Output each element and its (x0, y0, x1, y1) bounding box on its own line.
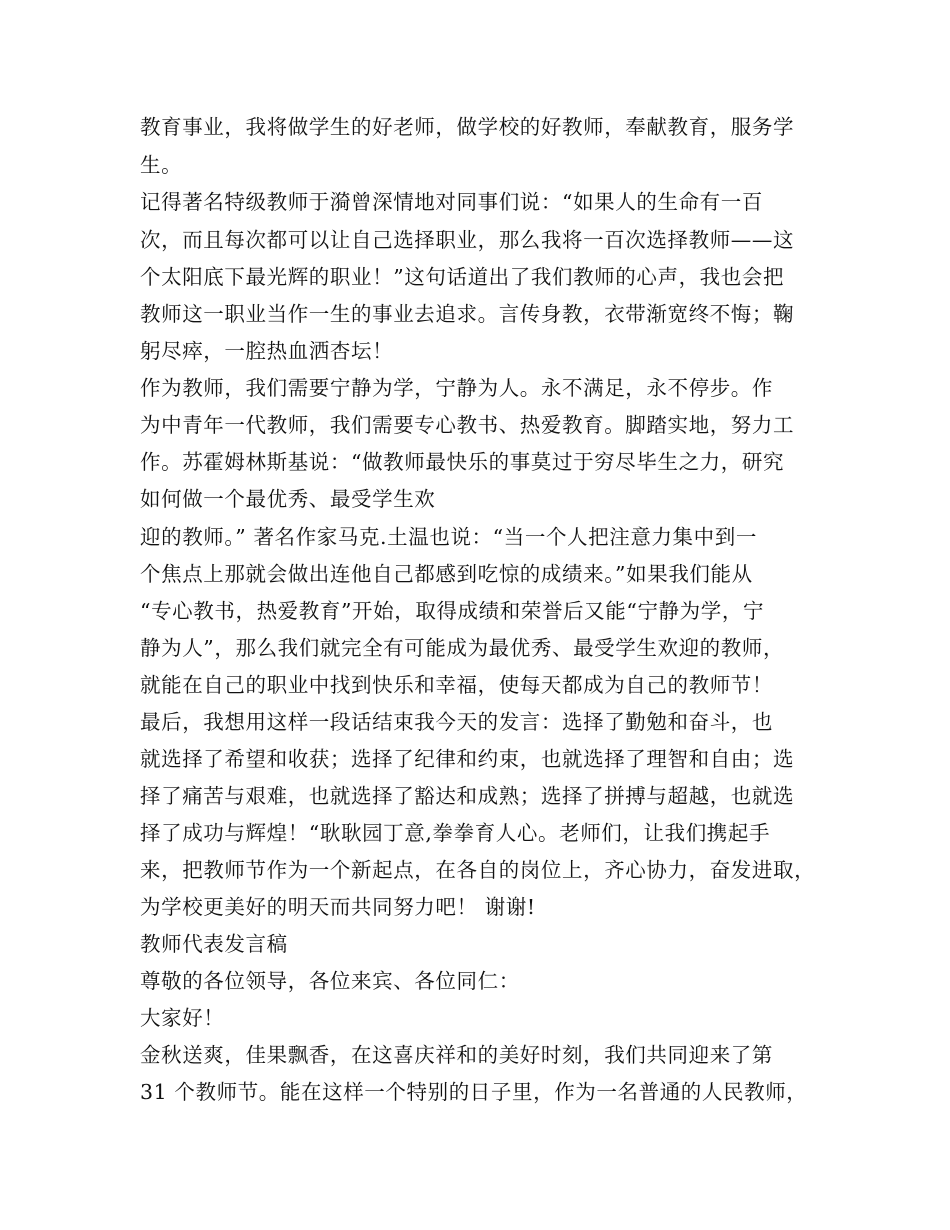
text-line: 如何做一个最优秀、最受学生欢 (140, 487, 436, 511)
greeting: 大家好！ (140, 1006, 225, 1030)
text-line: 迎的教师。” 著名作家马克.土温也说：“当一个人把注意力集中到一 (140, 525, 757, 549)
text-line: 个焦点上那就会做出连他自己都感到吃惊的成绩来。”如果我们能从 (140, 562, 753, 586)
text-line: 就选择了希望和收获；选择了纪律和约束，也就选择了理智和自由；选 (140, 747, 795, 771)
salutation: 尊敬的各位领导，各位来宾、各位同仁： (140, 969, 520, 993)
text-line: 次，而且每次都可以让自己选择职业，那么我将一百次选择教师——这 (140, 228, 795, 252)
text-line: 为中青年一代教师，我们需要专心教书、热爱教育。脚踏实地，努力工 (140, 413, 795, 437)
text-line: 择了成功与辉煌！“耿耿园丁意,拳拳育人心。老师们，让我们携起手 (140, 821, 771, 845)
text-line: 金秋送爽，佳果飘香，在这喜庆祥和的美好时刻，我们共同迎来了第 (140, 1043, 773, 1067)
text-line: 为学校更美好的明天而共同努力吧！ 谢谢! (140, 895, 536, 919)
text-line: 静为人”，那么我们就完全有可能成为最优秀、最受学生欢迎的教师， (140, 636, 785, 660)
text-line: 31 个教师节。能在这样一个特别的日子里，作为一名普通的人民教师， (140, 1080, 808, 1104)
text-line: 生。 (140, 153, 183, 177)
text-line: 教师这一职业当作一生的事业去追求。言传身教，衣带渐宽终不悔；鞠 (140, 302, 795, 326)
text-line: “专心教书，热爱教育”开始，取得成绩和荣誉后又能“宁静为学，宁 (140, 599, 765, 623)
section-heading: 教师代表发言稿 (140, 932, 288, 956)
text-line: 就能在自己的职业中找到快乐和幸福，使每天都成为自己的教师节！ (140, 673, 773, 697)
text-line: 教育事业，我将做学生的好老师，做学校的好教师，奉献教育，服务学 (140, 115, 795, 139)
text-line: 躬尽瘁，一腔热血洒杏坛！ (140, 339, 394, 363)
text-line: 个太阳底下最光辉的职业！”这句话道出了我们教师的心声，我也会把 (140, 265, 785, 289)
text-line: 最后，我想用这样一段话结束我今天的发言：选择了勤勉和奋斗，也 (140, 710, 773, 734)
text-line: 作为教师，我们需要宁静为学，宁静为人。永不满足，永不停步。作 (140, 376, 773, 400)
text-line: 来，把教师节作为一个新起点，在各自的岗位上，齐心协力，奋发进取， (140, 858, 816, 882)
text-line: 择了痛苦与艰难，也就选择了豁达和成熟；选择了拼搏与超越，也就选 (140, 784, 795, 808)
text-line: 记得著名特级教师于漪曾深情地对同事们说：“如果人的生命有一百 (140, 190, 763, 214)
text-line: 作。苏霍姆林斯基说：“做教师最快乐的事莫过于穷尽毕生之力，研究 (140, 450, 785, 474)
